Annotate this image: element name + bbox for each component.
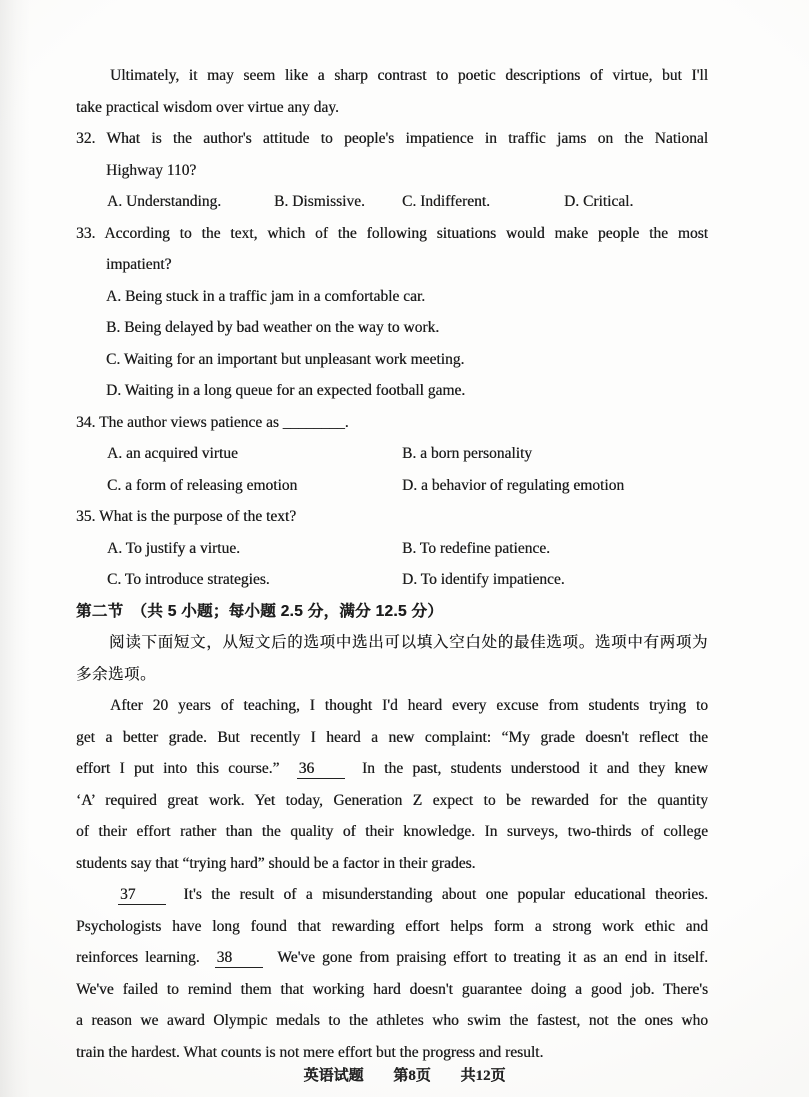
options-row (76, 438, 708, 470)
options-row (76, 186, 708, 218)
options-row (76, 470, 708, 502)
option-line: D. Waiting in a long queue for an expected football game. (106, 382, 466, 399)
option-item: B. a born personality (402, 445, 533, 462)
question-line: 33. According to the text, which of the following situations would make people the most (76, 224, 708, 242)
section-heading: 第二节 （共 5 小题；每小题 2.5 分，满分 12.5 分） (76, 602, 444, 620)
question-line: 34. The author views patience as ________. (76, 413, 349, 431)
cloze-blank-number: 38 (215, 949, 263, 968)
passage-line: We've failed to remind them that working hard doesn't guarantee doing a good job. There's (76, 980, 708, 998)
passage-line: reinforces learning. 38 We've gone from praising effort to treating it as an end in itself. (76, 949, 708, 966)
passage-line: train the hardest. What counts is not mere effort but the progress and result. (76, 1043, 544, 1061)
question-line: 35. What is the purpose of the text? (76, 508, 297, 525)
option-item: A. Understanding. (107, 193, 222, 210)
passage-line: After 20 years of teaching, I thought I'd heard every excuse from students trying to (110, 697, 708, 714)
question-line: 32. What is the author's attitude to people's impatience in traffic jams on the National (76, 130, 708, 147)
passage-line: a reason we award Olympic medals to the athletes who swim the fastest, not the ones who (76, 1012, 708, 1029)
passage-line: students say that “trying hard” should be a factor in their grades. (76, 854, 476, 872)
options-row (76, 564, 708, 596)
option-item: D. Critical. (564, 193, 634, 210)
option-item: D. a behavior of regulating emotion (402, 476, 625, 494)
option-item: D. To identify impatience. (402, 571, 565, 588)
instructions-line: 多余选项。 (76, 665, 157, 683)
option-item: A. To justify a virtue. (107, 539, 240, 557)
option-item: C. Indifferent. (402, 193, 490, 210)
page-footer (0, 1064, 809, 1085)
footer-page-number: 第8页 (393, 1068, 431, 1084)
question-line: Highway 110? (106, 161, 197, 179)
exam-body (76, 60, 708, 1068)
question-line: impatient? (106, 256, 172, 273)
cloze-blank-number: 36 (297, 760, 345, 779)
instructions-line: 阅读下面短文，从短文后的选项中选出可以填入空白处的最佳选项。选项中有两项为 (109, 634, 708, 651)
passage-line: Ultimately, it may seem like a sharp contrast to poetic descriptions of virtue, but I'll (110, 67, 708, 84)
footer-total-pages: 共12页 (460, 1068, 506, 1084)
passage-line: effort I put into this course.” 36 In the past, students understood it and they knew (76, 760, 708, 777)
footer-doc-title: 英语试题 (303, 1068, 364, 1084)
option-item: C. a form of releasing emotion (107, 476, 298, 494)
cloze-blank-number: 37 (118, 886, 166, 905)
options-row (76, 533, 708, 565)
passage-line: of their effort rather than the quality of their knowledge. In surveys, two-thirds of college (76, 823, 708, 840)
option-item: A. an acquired virtue (107, 445, 238, 462)
option-item: B. To redefine patience. (402, 539, 550, 557)
option-line: A. Being stuck in a traffic jam in a comfortable car. (106, 287, 426, 305)
option-item: B. Dismissive. (274, 193, 365, 210)
option-item: C. To introduce strategies. (107, 571, 270, 588)
passage-line: 37 It's the result of a misunderstanding about one popular educational theories. (120, 886, 708, 903)
passage-line: ‘A’ required great work. Yet today, Generation Z expect to be rewarded for the quantity (76, 791, 708, 809)
passage-line: get a better grade. But recently I heard a new complaint: “My grade doesn't reflect the (76, 728, 708, 746)
passage-line: Psychologists have long found that rewarding effort helps form a strong work ethic and (76, 917, 708, 935)
option-line: B. Being delayed by bad weather on the way to work. (106, 319, 440, 336)
passage-line: take practical wisdom over virtue any day. (76, 98, 339, 116)
option-line: C. Waiting for an important but unpleasant work meeting. (106, 350, 465, 368)
